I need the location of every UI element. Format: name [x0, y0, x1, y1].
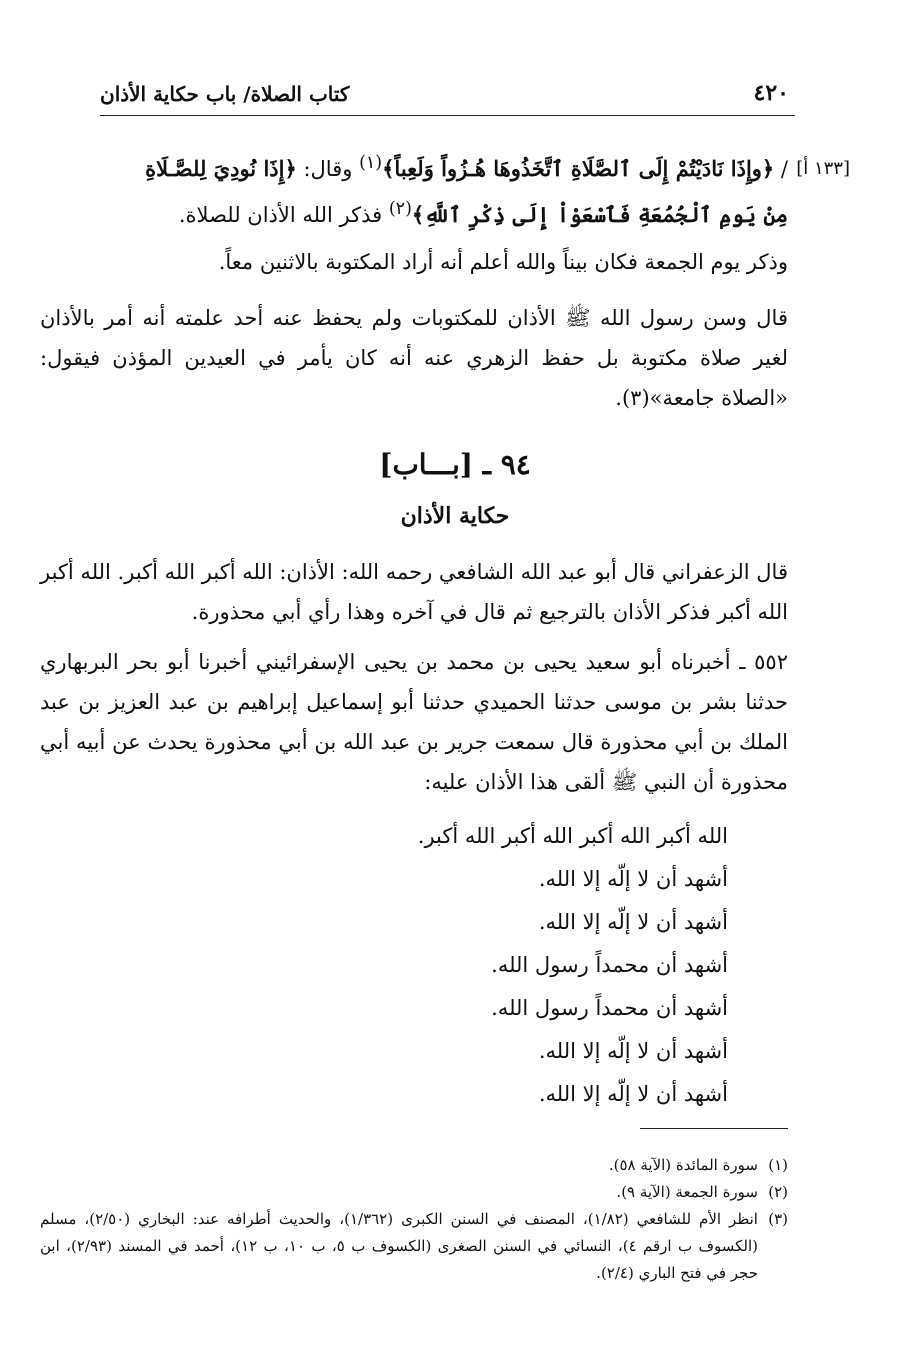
adhan-line: أشهد أن لا إلّه إلا الله.: [538, 910, 728, 934]
paragraph-sunnah: قال وسن رسول الله ﷺ الأذان للمكتوبات ولم يحفظ عنه أحد علمته أنه أمر بالأذان لغير صلاة مكتوبة بل حفظ الزهري عنه أنه كان يأمر في العيدين المؤذن فيقول: «الصلاة جامعة»(٣).: [40, 306, 788, 410]
footnote-text: سورة الجمعة (الآية ٩).: [616, 1183, 758, 1201]
footnote: [40, 1179, 788, 1206]
paragraph-friday: وذكر يوم الجمعة فكان بيناً والله أعلم أنه أراد المكتوبة بالاثنين معاً.: [218, 250, 788, 274]
footnote-number: (١): [768, 1156, 788, 1174]
chapter-title: حكاية الأذان: [400, 503, 510, 529]
header-rule: [100, 115, 795, 116]
verse-line-2: [46, 189, 788, 235]
adhan-line: أشهد أن محمداً رسول الله.: [491, 953, 728, 977]
adhan-line: الله أكبر الله أكبر الله أكبر الله أكبر.: [417, 824, 728, 848]
paragraph-quran-verses: [46, 143, 788, 235]
footnote-ref-1: (١): [359, 153, 383, 173]
footnote: [40, 1152, 788, 1179]
slash-marker: /: [780, 157, 788, 181]
footnote-number: (٣): [768, 1210, 788, 1228]
footnote-number: (٢): [768, 1183, 788, 1201]
paragraph-zafarani: قال الزعفراني قال أبو عبد الله الشافعي رحمه الله: الأذان: الله أكبر الله أكبر. الله أكبر الله أكبر فذكر الأذان بالترجيع ثم قال في آخره وهذا رأي أبي محذورة.: [40, 560, 788, 624]
adhan-line: أشهد أن لا إلّه إلا الله.: [538, 1039, 728, 1063]
said-text: وقال:: [296, 157, 360, 181]
chapter-number: ٩٤ ـ [بـــاب]: [379, 448, 531, 481]
page-number: ٤٢٠: [753, 80, 789, 106]
footnote: [40, 1206, 788, 1287]
margin-marker: [١٣٣ أ]: [796, 158, 850, 179]
adhan-line: أشهد أن لا إلّه إلا الله.: [538, 1082, 728, 1106]
footnote-ref-2: (٢): [388, 199, 412, 219]
adhan-line: أشهد أن لا إلّه إلا الله.: [538, 867, 728, 891]
verse-line-1: [46, 143, 788, 189]
footnote-text: سورة المائدة (الآية ٥٨).: [608, 1156, 758, 1174]
footnote-text: انظر الأم للشافعي (١/٨٢)، المصنف في السنن الكبرى (١/٣٦٢)، والحديث أطرافه عند: البخاري (٢/٥٠)، مسلم (الكسوف ب ارقم ٤)، النسائي في السنن الصغرى (الكسوف ب ٥، ب ١٠، ب ١٢)، أحمد في المسند (٢/٩٣)، ابن حجر في فتح الباري (٢/٤).: [40, 1210, 759, 1282]
adhan-text: [418, 815, 728, 1116]
verse-commentary: فذكر الله الأذان للصلاة.: [178, 203, 389, 227]
footnotes: [40, 1152, 788, 1287]
running-title: كتاب الصلاة/ باب حكاية الأذان: [100, 82, 350, 106]
quran-verse-1: ﴿وإِذَا نَادَيْتُمْ إِلَى ٱلصَّلَاةِ ٱتَّخَذُوهَا هُـزُواً وَلَعِباً﴾: [382, 156, 775, 181]
quran-verse-2-start: ﴿إِذَا نُودِيَ لِلصَّـلَاةِ: [145, 156, 297, 181]
paragraph-hadith-552: ٥٥٢ ـ أخبرناه أبو سعيد يحيى بن محمد بن يحيى الإسفرائيني أخبرنا أبو بحر البربهاري حدثنا بشر بن موسى حدثنا الحميدي حدثنا أبو إسماعيل إبراهيم بن عبد العزيز بن عبد الملك بن أبي محذورة قال سمعت جرير بن عبد الله بن أبي محذورة يحدث عن أبيه أبي محذورة أن النبي ﷺ ألقى هذا الأذان عليه:: [40, 650, 788, 794]
page-header: [100, 80, 795, 116]
adhan-line: أشهد أن محمداً رسول الله.: [491, 996, 728, 1020]
quran-verse-2-end: مِنْ يَومِ ٱلْجُمُعَةِ فَٱسْعَوْاْ إِلَى ذِكْرِ ٱللَّهِ﴾: [411, 202, 788, 227]
footnote-rule: [640, 1128, 788, 1129]
